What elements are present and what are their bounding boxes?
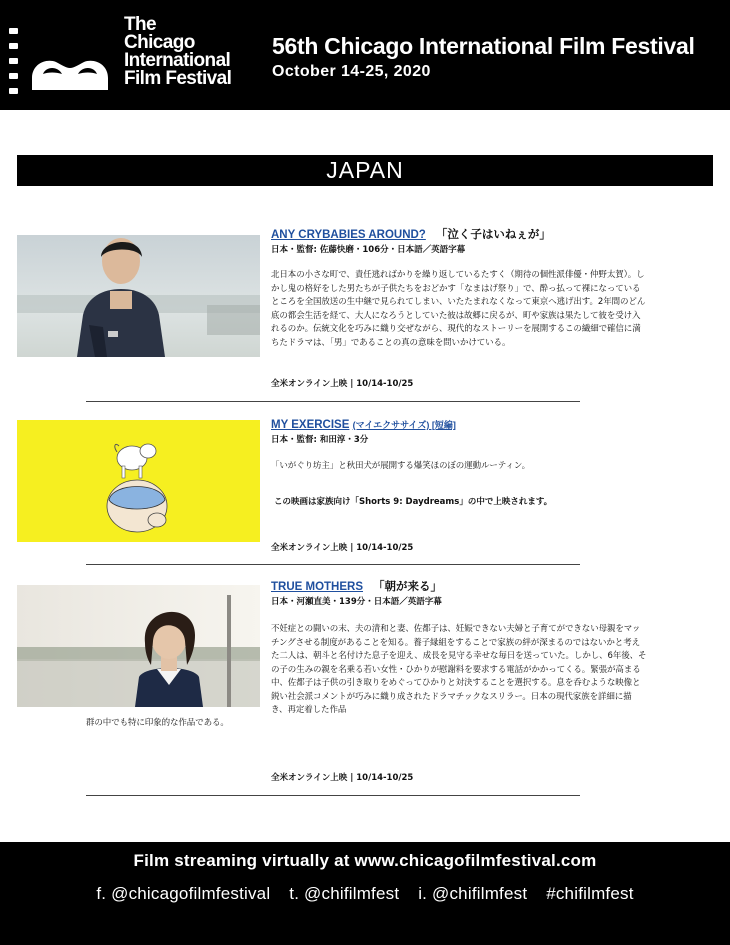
festival-logo-eyes-icon <box>30 52 110 92</box>
film-synopsis: 北日本の小さな町で、責任逃ればかりを繰り返しているたすく（期待の個性派俳優・仲野太賀）。しかし鬼の格好をした男たちが子供たちをおどかす「なまはげ祭り」で、酔っ払って裸になっているところを全国放送の生中継で見られてしまい、いたたまれなくなって東京へ逃げ出す。2年間のどん底の都会生活を経て、大人になろうとしていた彼は故郷に戻るが、町や家族は果たして彼を受け入れるのか。伝統文化を巧みに織り交ぜながら、現代的なストーリーを展開するこの繊細で確信に満ちたドラマは、「男」であることの真の意味を問いかけている。 <box>271 270 646 348</box>
film-title-link[interactable]: MY EXERCISE <box>271 419 350 431</box>
twitter-handle[interactable]: t. @chifilmfest <box>289 884 400 903</box>
film-credits: 日本・監督: 佐藤快磨・106分・日本語／英語字幕 <box>271 245 466 255</box>
logo-line: Film Festival <box>124 68 232 89</box>
film-still-true-mothers <box>17 585 260 707</box>
section-divider <box>86 401 580 402</box>
country-heading: JAPAN <box>17 155 713 186</box>
film-entry-true-mothers <box>271 580 647 718</box>
logo-line: The <box>124 14 156 35</box>
hashtag[interactable]: #chifilmfest <box>546 884 634 903</box>
logo-line: Chicago <box>124 32 195 53</box>
film-title-japanese: 「泣く子はいねぇが」 <box>435 229 551 241</box>
film-strip-icon <box>9 28 21 103</box>
section-divider <box>86 795 580 796</box>
facebook-handle[interactable]: f. @chicagofilmfestival <box>96 884 271 903</box>
film-still-crybabies <box>17 235 260 357</box>
screening-info: 全米オンライン上映 | 10/14-10/25 <box>271 773 414 783</box>
film-screening-note: この映画は家族向け「Shorts 9: Daydreams」の中で上映されます。 <box>274 496 553 507</box>
streaming-notice[interactable]: Film streaming virtually at www.chicagofilmfestival.com <box>133 851 597 870</box>
film-synopsis: 「いがぐり坊主」と秋田犬が展開する爆笑ほのぼの運動ルーティン。 <box>271 461 531 471</box>
social-links <box>0 884 730 904</box>
instagram-handle[interactable]: i. @chifilmfest <box>418 884 528 903</box>
film-title-subtitle[interactable]: (マイエクササイズ) [短編] <box>352 420 456 430</box>
film-credits: 日本・河瀬直美・139分・日本語／英語字幕 <box>271 597 442 607</box>
film-entry-my-exercise <box>271 418 647 507</box>
film-still-my-exercise <box>17 420 260 542</box>
film-synopsis-continued: 群の中でも特に印象的な作品である。 <box>86 718 229 728</box>
film-synopsis: 不妊症との闘いの末、夫の清和と妻、佐都子は、妊娠できない夫婦と子育てができない母親をマッチングさせる制度があることを知る。養子縁組をすることで家族の絆が深まるのではないかと考えた二人は、朝斗と名付けた息子を迎え、成長を見守る幸せな毎日を送っていた。しかし、6年後、その子の生みの親を名乗る若い女性・ひかりが慰謝料を要求する電話がかかってくる。緊張が高まる中、佐都子は子供の引き取りをめぐってひかりと対決することを選択する。息を呑むような映像と鋭い社会派コメントが巧みに織り成されたドラマチックなスリラー。日本の現代家族を詳細に描き、再定着した作品 <box>271 624 647 715</box>
festival-dates: October 14-25, 2020 <box>272 63 431 80</box>
logo-line: International <box>124 50 231 71</box>
festival-logo-wordmark <box>124 16 231 88</box>
film-title-link[interactable]: ANY CRYBABIES AROUND? <box>271 229 426 241</box>
film-credits: 日本・監督: 和田淳・3分 <box>271 435 369 445</box>
section-divider <box>86 564 580 565</box>
screening-info: 全米オンライン上映 | 10/14-10/25 <box>271 379 414 389</box>
header-banner <box>0 0 730 110</box>
film-title-japanese: 「朝が来る」 <box>373 581 442 593</box>
festival-title: 56th Chicago International Film Festival <box>272 33 695 59</box>
film-title-link[interactable]: TRUE MOTHERS <box>271 581 363 593</box>
screening-info: 全米オンライン上映 | 10/14-10/25 <box>271 543 414 553</box>
footer-banner <box>0 842 730 945</box>
film-entry-crybabies <box>271 228 647 350</box>
